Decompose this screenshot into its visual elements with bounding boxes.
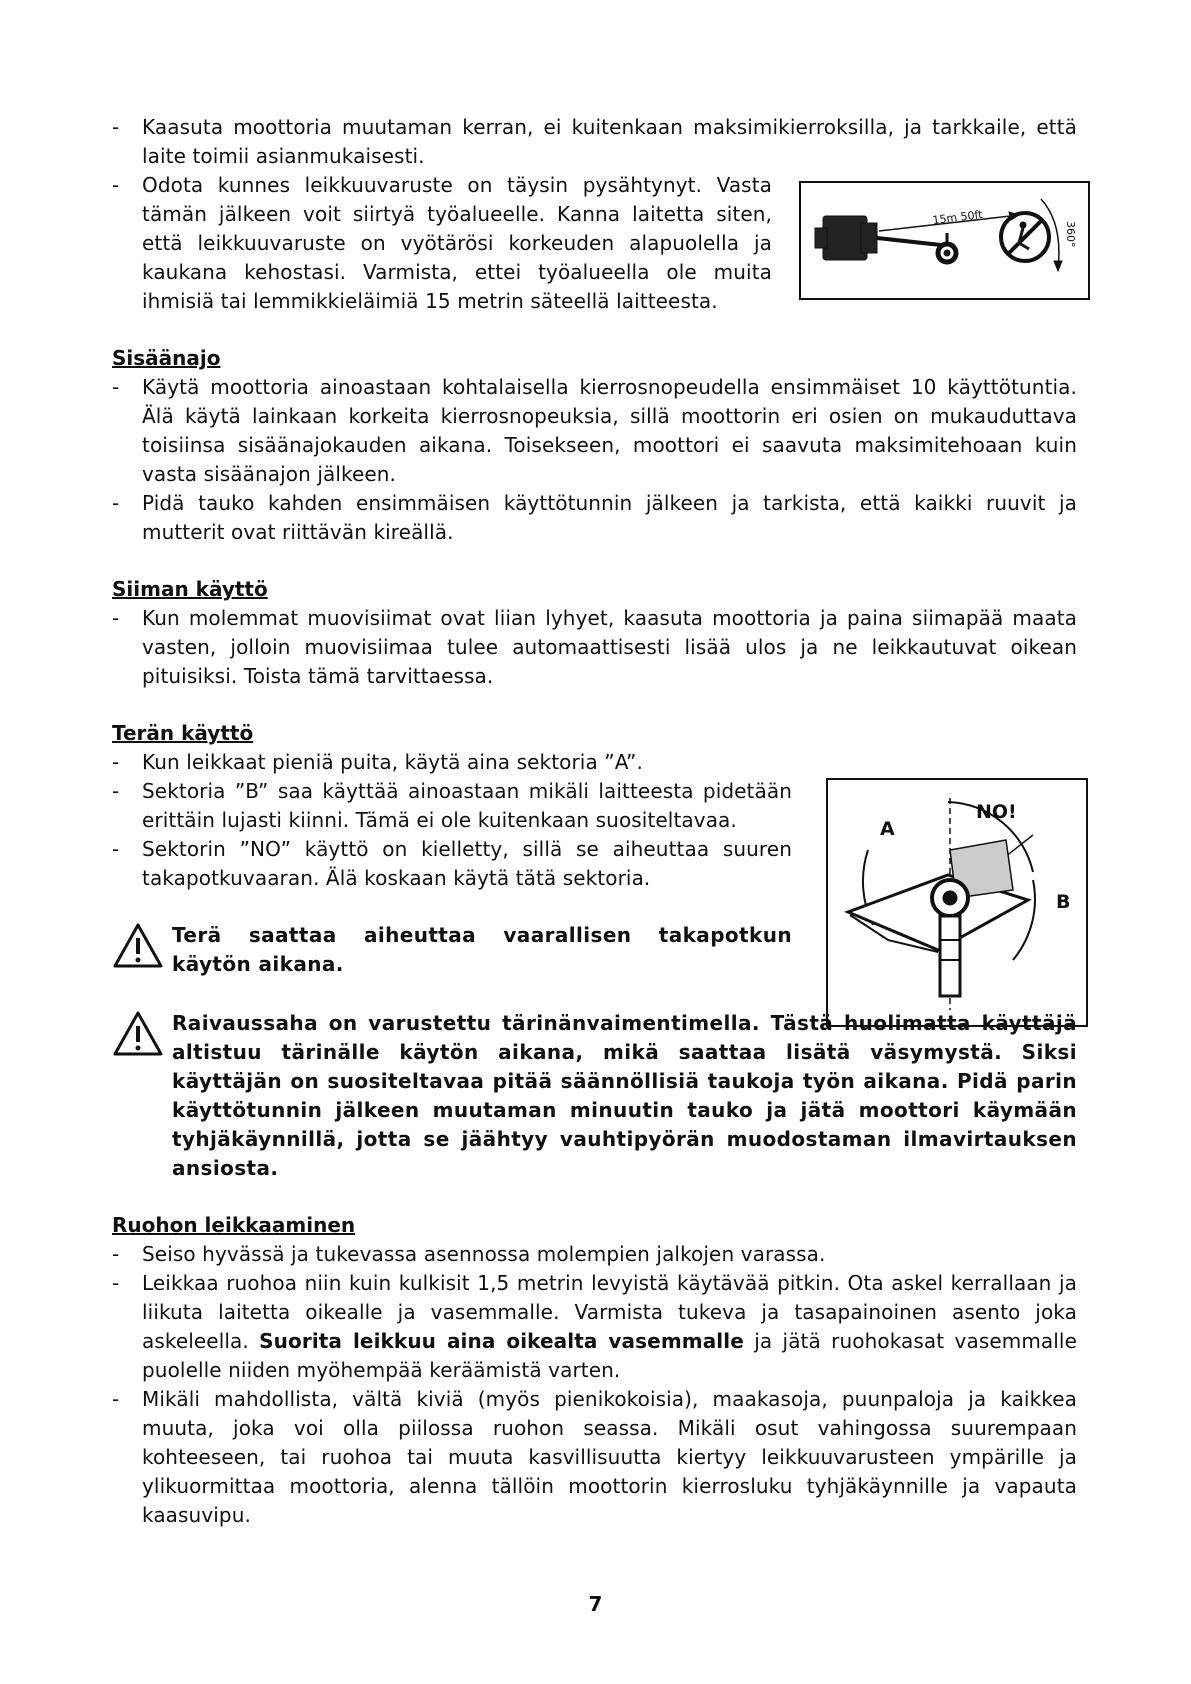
siima-item-1-text: Kun molemmat muovisiimat ovat liian lyhyet, kaasuta moottoria ja paina siimapää maata vasten, jolloin muovisiimaa tulee automaattisesti lisää ulos ja ne leikkautuvat oikean pituisiksi. Toista tämä tarvittaessa. <box>142 606 1077 688</box>
sisaanajo-item-1: - Käytä moottoria ainoastaan kohtalaisella kierrosnopeudella ensimmäiset 10 käyttötuntia. Älä käytä lainkaan korkeita kierrosnopeuksia, sillä moottorin eri osien on mukauduttava toisiinsa sisäänajokauden aikana. Toisekseen, moottori ei saavuta maksimitehoaan kuin vasta sisäänajon jälkeen. <box>112 375 1077 486</box>
section-title-sisaanajo: Sisäänajo <box>112 346 221 370</box>
sector-b-label: B <box>1056 891 1071 913</box>
warning-kickback-text: Terä saattaa aiheuttaa vaarallisen takapotkun käytön aikana. <box>172 923 792 976</box>
intro-item-2-text: Odota kunnes leikkuuvaruste on täysin pysähtynyt. Vasta tämän jälkeen voit siirtyä työalueelle. Kanna laitetta siten, että leikkuuvaruste on vyötärösi korkeuden alapuolella ja kaukana kehostasi. Varmista, ettei työalueella ole muita ihmisiä tai lemmikkieläimiä 15 metrin säteellä laitteesta. <box>142 173 772 313</box>
sector-a-label: A <box>880 818 895 840</box>
tera-item-1: - Kun leikkaat pieniä puita, käytä aina sektoria ”A”. <box>112 750 643 774</box>
tera-item-2: - Sektoria ”B” saa käyttää ainoastaan mikäli laitteesta pidetään erittäin lujasti kiinni. Tämä ei ole kuitenkaan suositeltavaa. <box>112 779 792 832</box>
document-body <box>112 113 1077 1530</box>
ruoho-item-3-text: Mikäli mahdollista, vältä kiviä (myös pienikokoisia), maakasoja, puunpaloja ja kaikkea muuta, joka voi olla piilossa ruohon seassa. Mikäli osut vahingossa suurempaan kohteeseen, tai ruohoa tai muuta kasvillisuutta kiertyy leikkuuvarusteen ympärille ja ylikuormittaa moottoria, alenna tällöin moottorin kierrosluku tyhjäkäynnille ja vapauta kaasuvipu. <box>142 1387 1077 1527</box>
ruoho-item-2-text: Leikkaa ruohoa niin kuin kulkisit 1,5 metrin levyistä käytävää pitkin. Ota askel kerrallaan ja liikuta laitetta oikealle ja vasemmalle. Varmista tukeva ja tasapainoinen asento joka askeleella. <box>142 1271 1077 1353</box>
tera-item-3: - Sektorin ”NO” käyttö on kielletty, sillä se aiheuttaa suuren takapotkuvaaran. Älä koskaan käytä tätä sektoria. <box>112 837 792 890</box>
intro-item-1-text: Kaasuta moottoria muutaman kerran, ei kuitenkaan maksimikierroksilla, ja tarkkaile, että laite toimii asianmukaisesti. <box>142 115 1077 168</box>
tera-item-2-text: Sektoria ”B” saa käyttää ainoastaan mikäli laitteesta pidetään erittäin lujasti kiinni. Tämä ei ole kuitenkaan suositeltavaa. <box>142 779 792 832</box>
ruoho-item-2-text-end: ja jätä ruohokasat vasemmalle puolelle niiden myöhempää keräämistä varten. <box>142 1329 1077 1382</box>
distance-label: 15m 50ft <box>931 207 984 227</box>
ruoho-item-1-text: Seiso hyvässä ja tukevassa asennossa molempien jalkojen varassa. <box>142 1242 826 1266</box>
tera-item-3-text: Sektorin ”NO” käyttö on kielletty, sillä se aiheuttaa suuren takapotkuvaaran. Älä koskaan käytä tätä sektoria. <box>142 837 792 890</box>
section-title-ruoho: Ruohon leikkaaminen <box>112 1213 356 1237</box>
ruoho-item-2: - Leikkaa ruohoa niin kuin kulkisit 1,5 metrin levyistä käytävää pitkin. Ota askel kerrallaan ja liikuta laitetta oikealle ja vasemmalle. Varmista tukeva ja tasapainoinen asento joka askeleella. Suorita leikkuu aina oikealta vasemmalle ja jätä ruohokasat vasemmalle puolelle niiden myöhempää keräämistä varten. <box>112 1271 1077 1382</box>
warning-vibration-text: Raivaussaha on varustettu tärinänvaimentimella. Tästä huolimatta käyttäjä altistuu tärinälle käytön aikana, mikä saattaa lisätä väsymystä. Siksi käyttäjän on suositeltavaa pitää säännöllisiä taukoja työn aikana. Pidä parin käyttötunnin jälkeen muutaman minuutin tauko ja jätä moottori käymään tyhjäkäynnillä, jotta se jäähtyy vauhtipyörän muodostaman ilmavirtauksen ansiosta. <box>172 1011 1077 1180</box>
siima-item-1: - Kun molemmat muovisiimat ovat liian lyhyet, kaasuta moottoria ja paina siimapää maata vasten, jolloin muovisiimaa tulee automaattisesti lisää ulos ja ne leikkautuvat oikean pituisiksi. Toista tämä tarvittaessa. <box>112 606 1077 688</box>
sector-no-label: NO! <box>976 801 1017 823</box>
warning-kickback <box>112 921 792 979</box>
warning-triangle-icon <box>112 921 172 973</box>
intro-item-2: - Odota kunnes leikkuuvaruste on täysin pysähtynyt. Vasta tämän jälkeen voit siirtyä työalueelle. Kanna laitetta siten, että leikkuuvaruste on vyötärösi korkeuden alapuolella ja kaukana kehostasi. Varmista, ettei työalueella ole muita ihmisiä tai lemmikkieläimiä 15 metrin säteellä laitteesta. <box>112 173 772 313</box>
section-title-siima: Siiman käyttö <box>112 577 268 601</box>
warning-vibration <box>112 1009 1077 1183</box>
ruoho-item-2-emphasis: Suorita leikkuu aina oikealta vasemmalle <box>259 1329 744 1353</box>
section-title-tera: Terän käyttö <box>112 721 254 745</box>
tera-item-1-text: Kun leikkaat pieniä puita, käytä aina sektoria ”A”. <box>142 750 643 774</box>
sisaanajo-item-1-text: Käytä moottoria ainoastaan kohtalaisella kierrosnopeudella ensimmäiset 10 käyttötuntia. Älä käytä lainkaan korkeita kierrosnopeuksia, sillä moottorin eri osien on mukauduttava toisiinsa sisäänajokauden aikana. Toisekseen, moottori ei saavuta maksimitehoaan kuin vasta sisäänajon jälkeen. <box>142 375 1077 486</box>
intro-item-1: - Kaasuta moottoria muutaman kerran, ei kuitenkaan maksimikierroksilla, ja tarkkaile, että laite toimii asianmukaisesti. <box>112 115 1077 168</box>
sisaanajo-item-2-text: Pidä tauko kahden ensimmäisen käyttötunnin jälkeen ja tarkista, että kaikki ruuvit ja mutterit ovat riittävän kireällä. <box>142 491 1077 544</box>
ruoho-item-1: - Seiso hyvässä ja tukevassa asennossa molempien jalkojen varassa. <box>112 1242 826 1266</box>
page-number: 7 <box>588 1592 603 1616</box>
ruoho-item-3: - Mikäli mahdollista, vältä kiviä (myös pienikokoisia), maakasoja, puunpaloja ja kaikkea muuta, joka voi olla piilossa ruohon seassa. Mikäli osut vahingossa suurempaan kohteeseen, tai ruohoa tai muuta kasvillisuutta kiertyy leikkuuvarusteen ympärille ja ylikuormittaa moottoria, alenna tällöin moottorin kierrosluku tyhjäkäynnille ja vapauta kaasuvipu. <box>112 1387 1077 1527</box>
angle-label: 360° <box>1064 221 1077 248</box>
sisaanajo-item-2: - Pidä tauko kahden ensimmäisen käyttötunnin jälkeen ja tarkista, että kaikki ruuvit ja mutterit ovat riittävän kireällä. <box>112 491 1077 544</box>
warning-triangle-icon <box>112 1009 172 1061</box>
